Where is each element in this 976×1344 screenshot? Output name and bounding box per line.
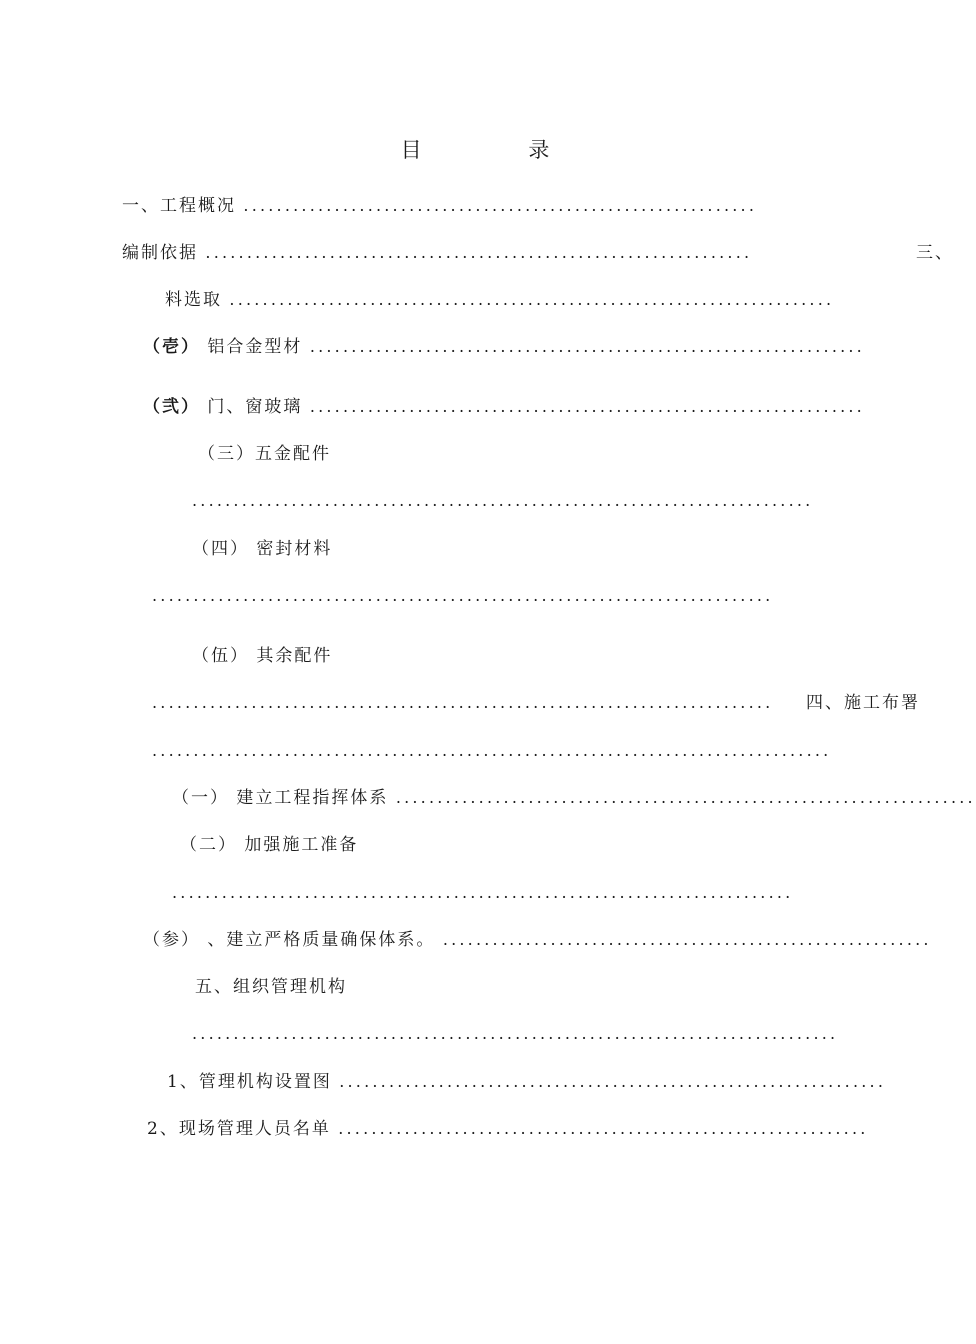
toc-leader-dots: ...................................................................... [395,788,976,807]
toc-leader-dots: ......................................................................... [229,290,835,309]
toc-entry[interactable] [198,443,331,465]
toc-entry-label: （三）五金配件 [198,444,331,464]
toc-leader-dots: ................................................................ [338,1119,869,1138]
toc-leader-line [152,740,831,762]
toc-entry[interactable] [143,336,865,358]
toc-entry-label: 铝合金型材 [207,337,303,357]
toc-leader-dots: ........................................................................... [172,883,794,902]
toc-entry-label: （伍） 其余配件 [192,646,333,666]
toc-entry-label: 四、施工布署 [806,693,920,713]
toc-leader-dots: .................................................................. [205,243,753,262]
toc-entry-label: （一） 建立工程指挥体系 [172,788,389,808]
toc-entry[interactable] [143,396,865,418]
toc-entry-label: （参） 、建立严格质量确保体系。 [143,930,436,950]
toc-entry-number: （弐） [143,397,200,417]
toc-entry[interactable] [152,692,920,714]
toc-leader-dots: ................................................................... [309,397,865,416]
toc-entry-label: 1、管理机构设置图 [167,1072,332,1092]
toc-entry[interactable] [195,976,347,998]
toc-leader-dots: ........................................................... [442,930,932,949]
toc-entry-label: 门、窗玻璃 [207,397,303,417]
toc-entry[interactable] [165,289,834,311]
toc-leader-line [192,1023,838,1045]
toc-entry-label: 五、组织管理机构 [195,977,347,997]
toc-entry-label: 料选取 [165,290,222,310]
toc-entry-label: 三、 [916,243,954,263]
toc-entry-number: （壱） [143,337,200,357]
toc-entry-label: 2、现场管理人员名单 [147,1119,331,1139]
page-title: 目 录 [400,138,600,162]
toc-leader-dots: .............................................................. [243,196,758,215]
toc-entry-label: （四） 密封材料 [192,539,333,559]
toc-entry[interactable] [122,195,757,217]
toc-entry[interactable] [172,787,976,809]
toc-entry[interactable] [167,1071,886,1093]
toc-entry[interactable] [122,242,954,264]
toc-leader-dots: .................................................................. [339,1072,887,1091]
toc-leader-line [172,882,793,904]
toc-entry[interactable] [143,929,932,951]
toc-entry-label: 一、工程概况 [122,196,236,216]
toc-entry[interactable] [180,834,358,856]
toc-entry[interactable] [147,1118,869,1140]
toc-leader-dots: ........................................................................... [192,491,814,510]
toc-leader-dots: .............................................................................. [192,1024,839,1043]
toc-entry[interactable] [192,538,332,560]
toc-entry[interactable] [192,645,332,667]
toc-leader-dots: .................................................................................. [152,741,832,760]
toc-entry-label: 编制依据 [122,243,198,263]
toc-leader-dots: ................................................................... [309,337,865,356]
toc-leader-dots: ........................................................................... [152,586,774,605]
toc-leader-line [152,585,773,607]
toc-leader-line [192,490,813,512]
toc-leader-dots: ........................................................................... [152,693,774,712]
toc-entry-label: （二） 加强施工准备 [180,835,359,855]
